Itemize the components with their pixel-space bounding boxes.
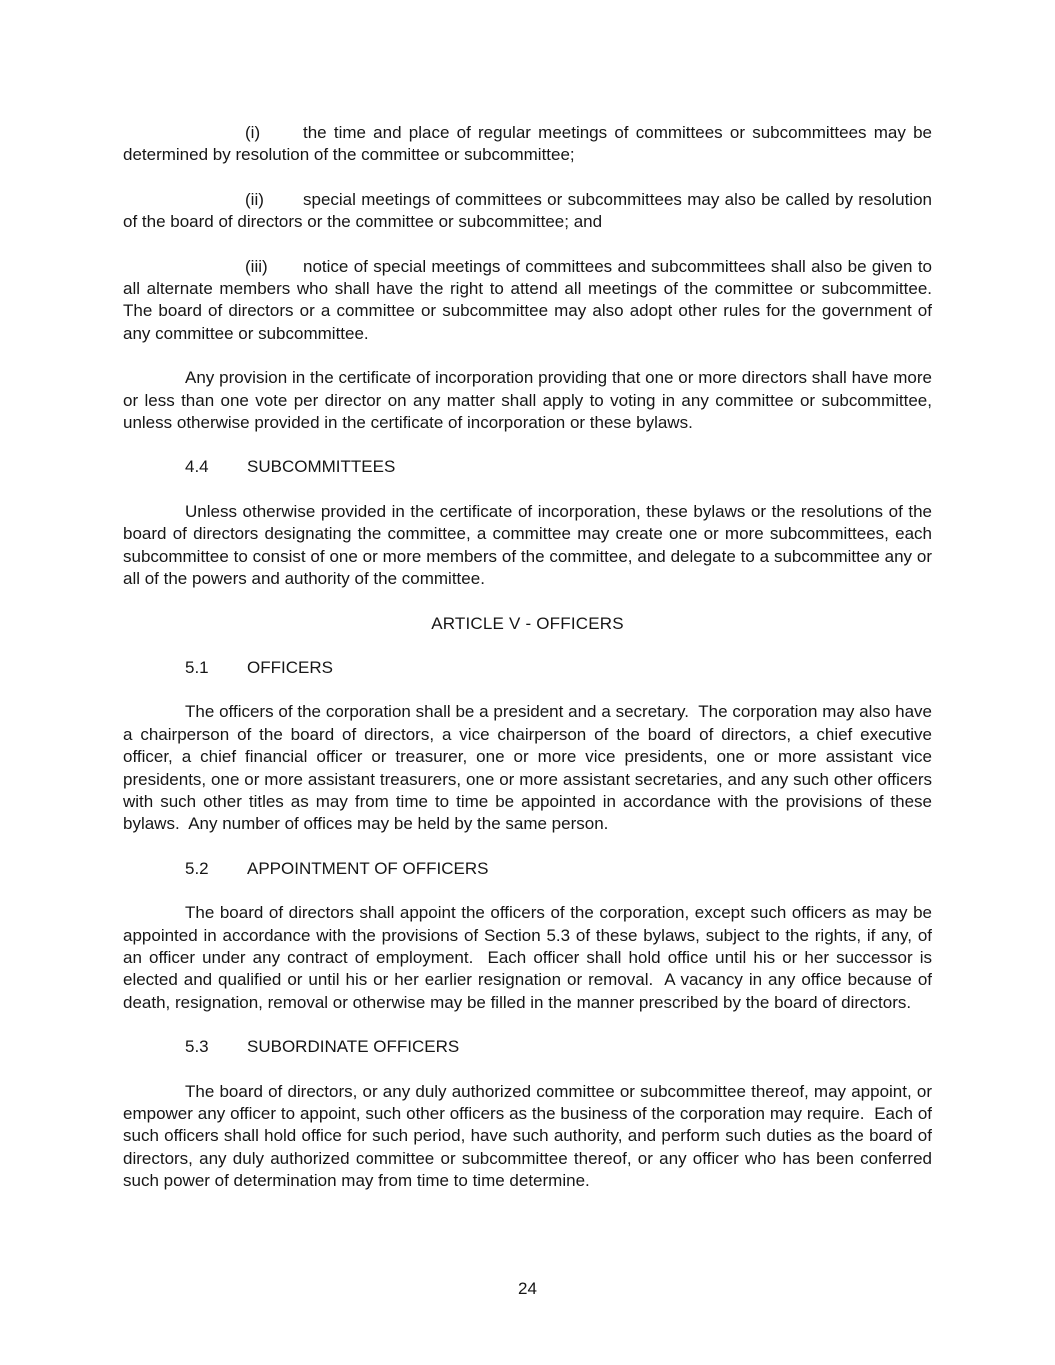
document-content bbox=[123, 122, 942, 1215]
section-number: 4.4 bbox=[185, 457, 209, 477]
section-title: APPOINTMENT OF OFFICERS bbox=[247, 858, 489, 878]
section-heading-4-4 bbox=[123, 456, 932, 478]
paragraph-appointment-of-officers: The board of directors shall appoint the officers of the corporation, except such officers as may be appointed in accordance with the provisions of Section 5.3 of these bylaws, subject to the rights, if any, of an officer under any contract of employment. Each officer shall hold office until his or her successor is elected and qualified or until his or her earlier resignation or removal. A vacancy in any office because of death, resignation, removal or otherwise may be filled in the manner prescribed by the board of directors. bbox=[123, 903, 937, 1012]
paragraph-officers: The officers of the corporation shall be a president and a secretary. The corporation may also have a chairperson of the board of directors, a vice chairperson of the board of directors, a chief executive officer, a chief financial officer or treasurer, one or more vice presidents, one or more assistant vice presidents, one or more assistant treasurers, one or more assistant secretaries, and any such other officers with such other titles as may from time to time be appointed in accordance with the provisions of these bylaws. Any number of offices may be held by the same person. bbox=[123, 702, 937, 834]
list-item-marker: (ii) bbox=[245, 189, 264, 209]
list-item-ii bbox=[123, 189, 937, 234]
section-heading-5-2 bbox=[123, 858, 932, 880]
section-number: 5.3 bbox=[185, 1037, 209, 1057]
list-item-text: notice of special meetings of committees and subcommittees shall also be given to all alternate members who shall have the right to attend all meetings of the committee or subcommittee. The board of directors or a committee or subcommittee may also adopt other rules for the government of any committee or subcommittee. bbox=[123, 256, 942, 343]
paragraph-subcommittees: Unless otherwise provided in the certificate of incorporation, these bylaws or the resolutions of the board of directors designating the committee, a committee may create one or more subcommittees, each subcommittee to consist of one or more members of the committee, and delegate to a subcommittee any or all of the powers and authority of the committee. bbox=[123, 501, 937, 589]
paragraph-committee-voting: Any provision in the certificate of incorporation providing that one or more directors shall have more or less than one vote per director on any matter shall apply to voting in any committee or subcommittee, unless otherwise provided in the certificate of incorporation or these bylaws. bbox=[123, 368, 937, 433]
page-number: 24 bbox=[518, 1279, 537, 1298]
list-item-iii bbox=[123, 256, 942, 346]
list-item-i bbox=[123, 122, 937, 167]
article-heading-officers: ARTICLE V - OFFICERS bbox=[431, 613, 624, 633]
section-number: 5.1 bbox=[185, 657, 209, 677]
section-title: OFFICERS bbox=[247, 657, 333, 677]
section-heading-5-3 bbox=[123, 1036, 932, 1058]
list-item-text: special meetings of committees or subcommittees may also be called by resolution of the board of directors or the committee or subcommittee; and bbox=[123, 189, 937, 232]
list-item-marker: (i) bbox=[245, 123, 261, 142]
section-number: 5.2 bbox=[185, 858, 209, 878]
section-heading-5-1 bbox=[123, 657, 932, 679]
list-item-text: the time and place of regular meetings of committees or subcommittees may be determined by resolution of the committee or subcommittee; bbox=[123, 123, 937, 165]
section-title: SUBORDINATE OFFICERS bbox=[247, 1037, 460, 1057]
list-item-marker: (iii) bbox=[245, 256, 268, 276]
paragraph-subordinate-officers: The board of directors, or any duly authorized committee or subcommittee thereof, may appoint, or empower any officer to appoint, such other officers as the business of the corporation may require. Each of such officers shall hold office for such period, have such authority, and perform such duties as the board of directors, any duly authorized committee or subcommittee thereof, or any officer who has been conferred such power of determination may from time to time determine. bbox=[123, 1081, 937, 1191]
section-title: SUBCOMMITTEES bbox=[247, 457, 396, 477]
